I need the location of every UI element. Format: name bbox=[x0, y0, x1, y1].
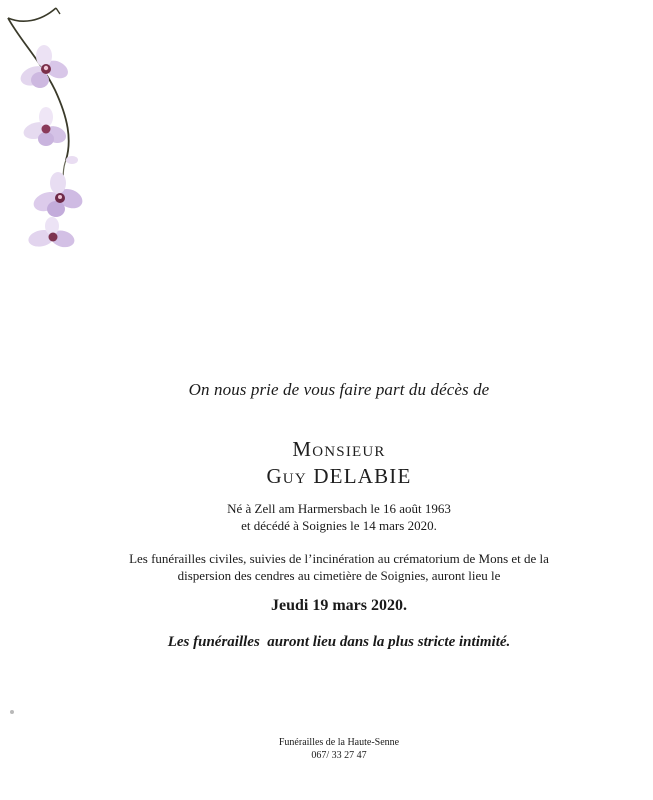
funeral-home-phone: 067/ 33 27 47 bbox=[311, 750, 367, 761]
funeral-home-name: Funérailles de la Haute-Senne bbox=[278, 737, 400, 748]
funeral-line-2: dispersion des cendres au cimetière de Soignies, auront lieu le bbox=[177, 568, 501, 583]
privacy-notice: Les funérailles auront lieu dans la plus stricte intimité. bbox=[167, 634, 511, 650]
funeral-line-1: Les funérailles civiles, suivies de l’incinération au crématorium de Mons et de la bbox=[129, 551, 549, 566]
announcement-intro: On nous prie de vous faire part du décès de bbox=[188, 380, 490, 399]
deceased-name: Guy DELABIE bbox=[266, 464, 412, 488]
funeral-home-footer bbox=[0, 736, 653, 762]
birth-death-info bbox=[0, 500, 653, 534]
deceased-title: Monsieur bbox=[292, 437, 386, 461]
funeral-date: Jeudi 19 mars 2020. bbox=[271, 597, 407, 614]
birth-line: Né à Zell am Harmersbach le 16 août 1963 bbox=[227, 501, 451, 516]
death-line: et décédé à Soignies le 14 mars 2020. bbox=[241, 518, 437, 533]
orchid-branch-icon bbox=[0, 0, 100, 260]
deceased-name-block bbox=[0, 436, 653, 490]
funeral-description bbox=[0, 550, 653, 584]
speck-mark bbox=[10, 710, 14, 714]
